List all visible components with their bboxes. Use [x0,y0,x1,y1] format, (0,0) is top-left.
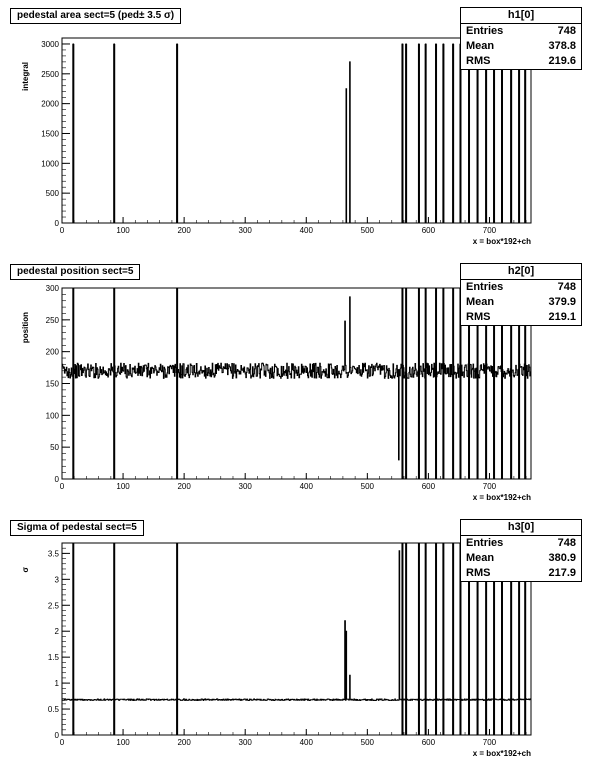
stats-mean-value: 380.9 [548,552,576,564]
stats-entries-value: 748 [557,25,576,37]
y-tick-label: 100 [45,411,59,421]
y-tick-label: 0.5 [47,705,59,715]
x-tick-label: 400 [299,738,313,747]
stats-entries-value: 748 [557,537,576,549]
x-tick-label: 100 [116,738,130,747]
x-tick-label: 700 [482,482,497,491]
x-tick-label: 300 [238,482,252,491]
chart-title-3: Sigma of pedestal sect=5 [10,520,144,536]
chart-title-2: pedestal position sect=5 [10,264,140,280]
stats-entries-label: Entries [466,537,504,549]
y-tick-label: 50 [50,443,59,453]
stats-box-2 [460,263,582,326]
x-tick-label: 300 [238,226,252,235]
y-axis-label: position [21,312,30,344]
stats-rms-label: RMS [466,567,491,579]
stats-name-3: h3[0] [461,520,581,536]
x-tick-label: 600 [421,226,436,235]
stats-mean-label: Mean [466,296,495,308]
y-tick-label: 0 [54,475,59,484]
y-tick-label: 3 [54,575,59,585]
x-tick-label: 400 [299,226,313,235]
y-tick-label: 2.5 [47,601,59,611]
x-tick-label: 400 [299,482,313,491]
stats-rms-label: RMS [466,55,491,67]
x-tick-label: 100 [116,226,130,235]
stats-rms-value: 217.9 [548,567,576,579]
stats-name-1: h1[0] [461,8,581,24]
stats-rms-value: 219.6 [548,55,576,67]
y-tick-label: 2 [54,627,59,637]
x-tick-label: 500 [360,226,375,235]
x-axis-label: x = box*192+ch [472,237,531,246]
x-tick-label: 0 [59,226,65,235]
x-tick-label: 600 [421,738,436,747]
x-tick-label: 0 [59,482,65,491]
stats-entries-label: Entries [466,25,504,37]
y-tick-label: 1500 [41,129,59,139]
stats-box-1 [460,7,582,70]
stats-name-2: h2[0] [461,264,581,280]
y-tick-label: 1.5 [47,653,59,663]
stats-entries-label: Entries [466,281,504,293]
stats-box-3 [460,519,582,582]
x-tick-label: 200 [177,482,191,491]
x-tick-label: 500 [360,482,375,491]
y-tick-label: 1 [54,679,59,689]
stats-rms-value: 219.1 [548,311,576,323]
x-tick-label: 200 [177,738,191,747]
x-tick-label: 700 [482,226,497,235]
y-tick-label: 3.5 [47,549,59,559]
stats-rms-label: RMS [466,311,491,323]
x-tick-label: 700 [482,738,497,747]
y-tick-label: 0 [54,731,59,740]
x-axis-label: x = box*192+ch [472,493,531,502]
stats-mean-label: Mean [466,40,495,52]
x-tick-label: 0 [59,738,65,747]
stats-mean-value: 379.9 [548,296,576,308]
y-axis-label: σ [21,567,30,573]
y-tick-label: 200 [45,347,59,357]
y-tick-label: 2000 [41,99,59,109]
y-tick-label: 500 [45,189,59,199]
y-tick-label: 1000 [41,159,59,169]
x-tick-label: 500 [360,738,375,747]
y-tick-label: 250 [45,315,59,325]
y-axis-label: integral [21,62,30,91]
stats-mean-label: Mean [466,552,495,564]
chart-title-1: pedestal area sect=5 (ped± 3.5 σ) [10,8,181,24]
x-tick-label: 600 [421,482,436,491]
stats-mean-value: 378.8 [548,40,576,52]
y-tick-label: 3000 [41,39,59,49]
x-axis-label: x = box*192+ch [472,749,531,758]
y-tick-label: 300 [45,284,59,293]
y-tick-label: 150 [45,379,59,389]
stats-entries-value: 748 [557,281,576,293]
y-tick-label: 2500 [41,69,59,79]
y-tick-label: 0 [54,219,59,228]
x-tick-label: 100 [116,482,130,491]
x-tick-label: 200 [177,226,191,235]
x-tick-label: 300 [238,738,252,747]
